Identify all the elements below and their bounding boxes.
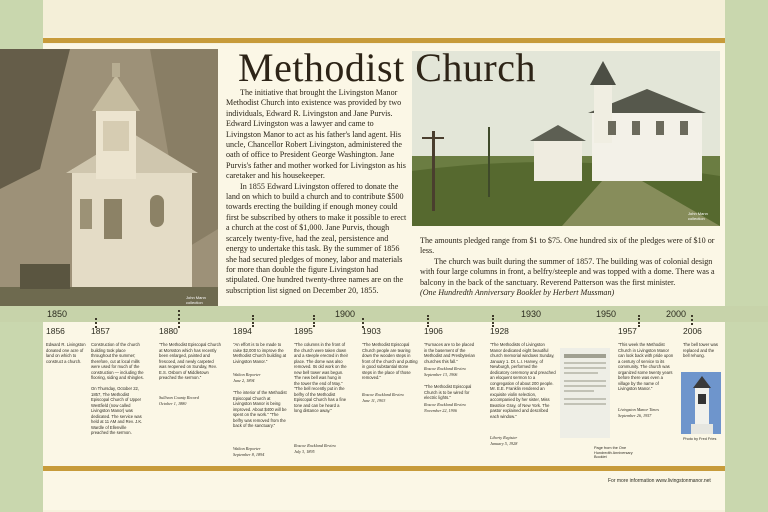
booklet-page-icon (560, 348, 610, 438)
photo-credit-right: John Mann collection (688, 211, 708, 221)
event-year: 2006 (683, 326, 702, 336)
event-year: 1880 (159, 326, 178, 336)
event-year: 1957 (618, 326, 637, 336)
church-photo-left (0, 49, 218, 307)
event-text: "The Methodists of Livingston Manor dedicated eight beautiful church memorial windows Sunday, January 1. Dr. L.I. Harvey, of Newburgh, performed the dedicatory ceremony and preached an eloquent sermon to a congregation of about 200 people. Mr. E.E. Franklin rendered an exquisite violin selection, accompanied by her sister, Miss Beatrice Gray, of New York. The pastor explained and described each window." (490, 342, 556, 419)
event-text: "The columns in the front of the church were taken down and a steeple erected in their place. The dome was also removed. Its old work on the new bell tower was begun. The new bell was hung in the tower the end of May." "The bell recently put in the belfry of the Methodist Episcopal Church has a fine tone and can be heard a long distance away." (294, 342, 349, 413)
event-year: 1903 (362, 326, 381, 336)
right-citation: (One Hundredth Anniversary Booklet by Herbert Mussman) (420, 288, 615, 298)
event-year: 1856 (46, 326, 65, 336)
event-source: Roscoe Rockland Review July 3, 1895 (294, 443, 337, 454)
event-source: Walton Reporter June 2, 1894 (233, 372, 261, 383)
right-sage-margin (725, 0, 768, 512)
connector-1880 (178, 310, 180, 328)
event-text-2: "The Methodist Episcopal Church is to be wired for electric lights." (424, 384, 472, 400)
connector-1895 (313, 315, 315, 327)
booklet-caption: Page from the One Hundredth Anniversary Booklet (594, 446, 633, 460)
bottom-gold-rule (43, 466, 725, 471)
intro-paragraph-2: In 1855 Edward Livingston offered to donate the land on which to build a church and to contribute $500 towards erecting the building if enough money could first be subscribed by others to make it possible to erect a church at the cost of $1,000. Jane Purvis, though scarcely twenty-five, had the zeal, persistence and energy to undertake this task. By the summer of 1856 she had secured pledges of money, labor and materials for more than double the figure Livingston had stipulated. One hundred twenty-three names are on the subscription list signed on December 20, 1855. (226, 181, 407, 295)
event-year: 1895 (294, 326, 313, 336)
event-text: "An effort is to be made to raise $2,000 to improve the Methodist Church building at Livingston Manor." (233, 342, 287, 364)
bell-photo-credit: Photo by Fred Fries (683, 437, 717, 441)
event-source-2: Roscoe Rockland Review November 22, 1906 (424, 402, 467, 413)
right-text (420, 236, 720, 298)
event-source-2: Walton Reporter September 8, 1894 (233, 446, 265, 457)
event-text: The bell tower was replaced and the bell rehung. (683, 342, 718, 358)
bell-tower-photo (681, 372, 721, 434)
connector-1957 (638, 315, 640, 327)
event-source: Sullivan County Record October 1, 1880 (159, 395, 199, 406)
event-year: 1857 (91, 326, 110, 336)
timeline-tick-1930: 1930 (521, 309, 542, 319)
top-band (0, 0, 768, 36)
timeline-bar (0, 306, 768, 322)
timeline-tick-2000: 2000 (666, 309, 687, 319)
event-source: Roscoe Rockland Review June 11, 1903 (362, 392, 405, 403)
event-source: Livingston Manor Times September 26, 1957 (618, 407, 659, 418)
church-illustration-icon (0, 49, 218, 307)
right-paragraph-1: The amounts pledged range from $1 to $75. One hundred six of the pledges were of $10 or less. (420, 236, 715, 256)
event-source: Roscoe Rockland Review September 13, 1906 (424, 366, 467, 377)
event-text: "The Methodist Episcopal Church at Morsston which has recently been enlarged, painted and frescoed, and newly carpeted was reopened on Sunday, Rev. E.S. Osborn of Middletown preached the sermon." (159, 342, 222, 380)
event-text-2: "The interior of the Methodist Episcopal Church at Livingston Manor is being improved. About $400 will be spent on the work." "The belfry was removed from the back of the sanctuary." (233, 390, 287, 428)
connector-1894 (252, 315, 254, 327)
connector-2006 (691, 315, 693, 325)
footer-url: For more information www.livingstonmanor.net (608, 478, 711, 484)
top-gold-rule (43, 38, 725, 43)
right-paragraph-2: The church was built during the summer of 1857. The building was of colonial design with four large columns in front, a belfry/steeple and was topped with a dome. There was a balcony in the back of the sanctuary. Reverend Patterson was the first minister. (420, 256, 715, 287)
page-title: Methodist Church (238, 45, 536, 90)
event-year: 1928 (490, 326, 509, 336)
event-text: "Furnaces are to be placed in the basement of the Methodist and Presbyterian churches this fall." (424, 342, 475, 364)
booklet-page-image (560, 348, 610, 438)
timeline-tick-1900: 1900 (335, 309, 356, 319)
timeline-tick-1850: 1850 (47, 309, 68, 319)
timeline-tick-1950: 1950 (596, 309, 617, 319)
event-text: Edward R. Livingston donated one acre of land on which to construct a church. (46, 342, 86, 364)
event-text: "The Methodist Episcopal Church people are tearing down the wooden steps in front of the church and putting in good substantial stone steps in the place of those removed." (362, 342, 418, 380)
intro-text (226, 88, 409, 296)
event-text: "This week the Methodist Church in Livingston Manor can look back with pride upon a century of service to its community. The church was organized some twenty years before there was even a village by the name of Livingston Manor." (618, 342, 674, 391)
event-year: 1906 (424, 326, 443, 336)
event-year: 1894 (233, 326, 252, 336)
event-text: Construction of the church building took place throughout the summer; therefore, cut at local mills were used for much of the construction — including the flooring, siding and shingles. On Thursday, October 22, 1857, The Methodist Episcopal Church of Upper Westfield (now called Livingston Manor) was dedicated. The service was held at 11 AM and Rev. J.K. Wardle of Ellenville preached the sermon. (91, 342, 144, 435)
intro-paragraph-1: The initiative that brought the Livingston Manor Methodist Church into existence was provided by two individuals, Edward R. Livingston and Jane Purvis. Edward Livingston was a lawyer and came to Livingston Manor to act as his father's land agent. His uncle, Chancellor Robert Livingston, administered the oath of office to President George Washington. Jane Purvis's father and mother worked for Livingston as his caretaker and his housekeeper. (226, 88, 406, 181)
event-source: Liberty Register January 5, 1928 (490, 435, 518, 446)
bell-tower-icon (681, 372, 721, 434)
photo-credit-left: John Mann collection (186, 295, 206, 305)
